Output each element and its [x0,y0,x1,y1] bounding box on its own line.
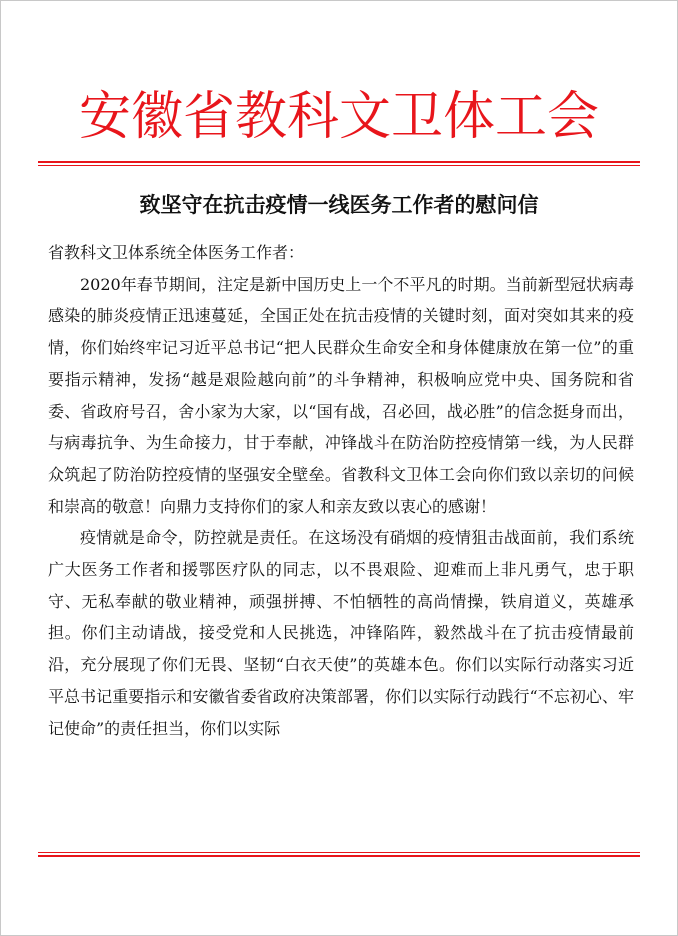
letter-title: 致坚守在抗击疫情一线医务工作者的慰问信 [139,192,539,217]
org-letterhead-title: 安徽省教科文卫体工会 [78,87,599,147]
letter-body [48,237,634,744]
header-rule-thick [38,161,640,163]
footer-rule-thin [38,852,640,853]
header-rule-thin [38,165,640,166]
letter-paragraph-2: 疫情就是命令，防控就是责任。在这场没有硝烟的疫情狙击战面前，我们系统广大医务工作者和援鄂医疗队的同志，以不畏艰险、迎难而上非凡勇气，忠于职守、无私奉献的敬业精神，顽强拼搏、不怕牺牲的高尚情操，铁肩道义，英雄承担。你们主动请战，接受党和人民挑选，冲锋陷阵，毅然战斗在了抗击疫情最前沿，充分展现了你们无畏、坚韧“白衣天使”的英雄本色。你们以实际行动落实习近平总书记重要指示和安徽省委省政府决策部署，你们以实际行动践行“不忘初心、牢记使命”的责任担当，你们以实际 [48,528,634,738]
letter-salutation: 省教科文卫体系统全体医务工作者： [48,243,305,262]
footer-rule-thick [38,855,640,857]
letter-paragraph-1: 2020年春节期间，注定是新中国历史上一个不平凡的时期。当前新型冠状病毒感染的肺炎疫情正迅速蔓延，全国正处在抗击疫情的关键时刻，面对突如其来的疫情，你们始终牢记习近平总书记“把人民群众生命安全和身体健康放在第一位”的重要指示精神，发扬“越是艰险越向前”的斗争精神，积极响应党中央、国务院和省委、省政府号召，舍小家为大家，以“国有战，召必回，战必胜”的信念挺身而出，与病毒抗争、为生命接力，甘于奉献，冲锋战斗在防治防控疫情第一线，为人民群众筑起了防治防控疫情的坚强安全壁垒。省教科文卫体工会向你们致以亲切的问候和崇高的敬意！向鼎力支持你们的家人和亲友致以衷心的感谢！ [48,274,634,516]
